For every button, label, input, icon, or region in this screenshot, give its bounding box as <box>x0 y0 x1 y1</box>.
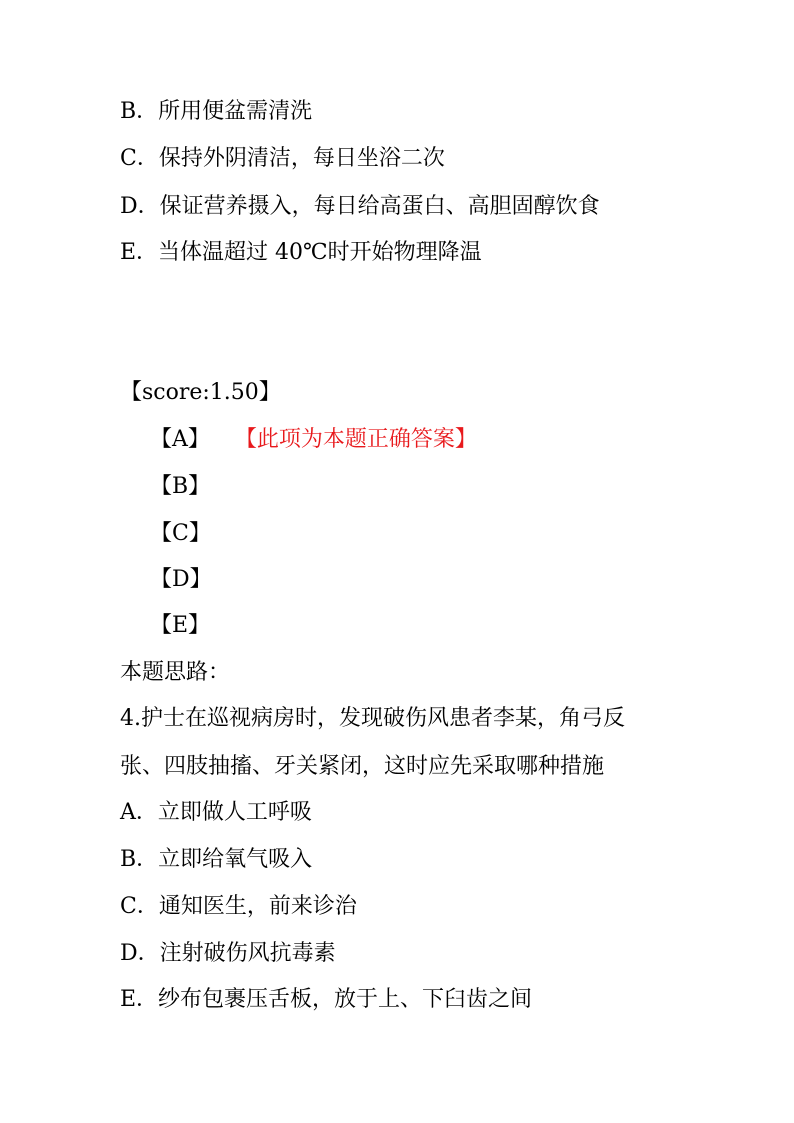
answer-b-label: 【B】 <box>150 474 211 499</box>
question-text-line-1: 4.护士在巡视病房时，发现破伤风患者李某，角弓反 <box>120 706 625 731</box>
question-option-c: C．通知医生，前来诊治 <box>120 894 357 919</box>
question-option-b: B．立即给氧气吸入 <box>120 847 313 872</box>
answer-c <box>150 519 211 549</box>
correct-answer-note: 【此项为本题正确答案】 <box>245 427 477 452</box>
answer-e <box>150 611 210 641</box>
answer-e-label: 【E】 <box>150 613 211 638</box>
answer-d-label: 【D】 <box>150 567 212 592</box>
answer-d <box>150 565 212 595</box>
answer-a-label: 【A】 <box>150 427 210 452</box>
question-option-a: A．立即做人工呼吸 <box>120 800 312 825</box>
answer-c-label: 【C】 <box>150 521 211 546</box>
question-text-line-2: 张、四肢抽搐、牙关紧闭，这时应先采取哪种措施 <box>120 754 605 779</box>
explanation-label: 本题思路： <box>120 660 231 685</box>
prev-option-e: E．当体温超过 40℃时开始物理降温 <box>120 240 482 265</box>
question-option-e: E．纱布包裹压舌板，放于上、下臼齿之间 <box>120 987 533 1012</box>
score-label: 【score:1.50】 <box>120 380 281 405</box>
prev-option-c: C．保持外阴清洁，每日坐浴二次 <box>120 146 445 171</box>
prev-option-b: B．所用便盆需清洗 <box>120 99 313 124</box>
prev-option-d: D．保证营养摄入，每日给高蛋白、高胆固醇饮食 <box>120 194 600 219</box>
answer-a <box>150 425 477 455</box>
question-option-d: D．注射破伤风抗毒素 <box>120 941 336 966</box>
answer-b <box>150 472 210 502</box>
